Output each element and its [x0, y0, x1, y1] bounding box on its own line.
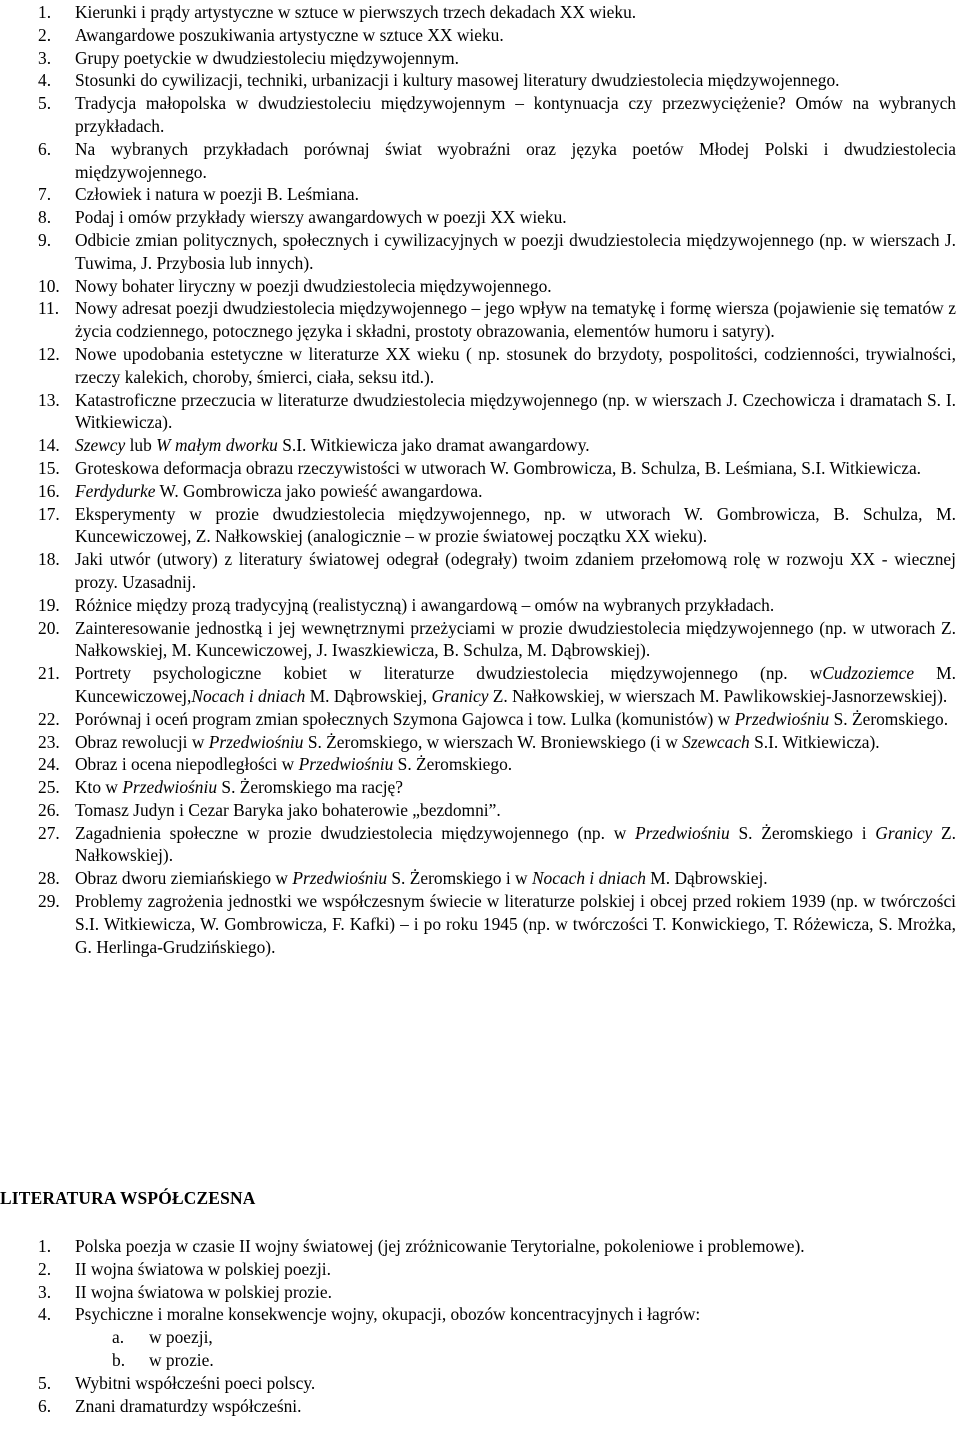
item-number: 3. [38, 1281, 52, 1302]
list-item [0, 1281, 960, 1304]
list-item [0, 275, 960, 298]
item-number: 24. [38, 754, 60, 775]
item-number: 15. [38, 457, 60, 478]
item-number: 22. [38, 708, 60, 729]
text-run: S. Żeromskiego ma rację? [217, 777, 403, 798]
list-item [0, 92, 960, 138]
item-number: 12. [38, 343, 60, 364]
item-text [75, 823, 956, 866]
work-title: Szewcach [682, 731, 750, 752]
list-item [0, 1395, 960, 1418]
item-number: a. [112, 1327, 125, 1348]
list-item [0, 47, 960, 70]
item-text [75, 777, 403, 797]
work-title: Przedwiośniu [292, 868, 388, 889]
item-number: 29. [38, 891, 60, 912]
list-item [0, 1258, 960, 1281]
list-item [0, 799, 960, 822]
item-text: Grupy poetyckie w dwudziestoleciu międzywojennym. [75, 47, 459, 68]
list-item [0, 1, 960, 24]
list-item [0, 1303, 960, 1326]
item-text: Kierunki i prądy artystyczne w sztuce w pierwszych trzech dekadach XX wieku. [75, 2, 637, 22]
item-text: Nowe upodobania estetyczne w literaturze XX wieku ( np. stosunek do brzydoty, pospolitości, codzienności, trywialności, rzeczy kalekich, choroby, śmierci, ciała, seksu itd.). [75, 343, 956, 387]
item-text: Na wybranych przykładach porównaj świat wyobraźni oraz języka poetów Młodej Polski i dwudziestolecia międzywojennego. [75, 138, 956, 182]
work-title: Przedwiośniu [208, 731, 304, 752]
text-run: Z. Nałkowskiej). [75, 822, 956, 866]
item-number: 13. [38, 389, 60, 410]
item-number: 25. [38, 777, 60, 798]
text-run: W. Gombrowicza jako powieść awangardowa. [155, 480, 483, 501]
item-text: Polska poezja w czasie II wojny światowej (jej zróżnicowanie Terytorialne, pokoleniowe i problemowe). [75, 1236, 805, 1256]
list-item [0, 480, 960, 503]
item-text: Tomasz Judyn i Cezar Baryka jako bohaterowie „bezdomni”. [75, 799, 501, 820]
work-title: Granicy [875, 822, 933, 843]
sub-list-item [0, 1326, 960, 1349]
list-item [0, 776, 960, 799]
list-item [0, 343, 960, 389]
item-number: 21. [38, 663, 60, 684]
work-title: Przedwiośniu [298, 754, 394, 775]
list-item [0, 229, 960, 275]
item-number: 11. [38, 298, 60, 319]
list-item [0, 24, 960, 47]
text-run: S. Żeromskiego i w [387, 868, 532, 889]
item-text: w prozie. [149, 1349, 214, 1370]
item-text [75, 663, 956, 706]
list-item [0, 867, 960, 890]
text-run: Obraz i ocena niepodległości w [75, 754, 299, 775]
item-text: Znani dramaturdzy współcześni. [75, 1395, 302, 1416]
item-number: 18. [38, 549, 60, 570]
text-run: Obraz rewolucji w [75, 731, 209, 752]
item-text: Eksperymenty w prozie dwudziestolecia międzywojennego, np. w utworach W. Gombrowicza, B. Schulza, M. Kuncewiczowej, Z. Nałkowskiej (analogicznie – w prozie światowej początku XX wieku). [75, 503, 956, 547]
item-number: 1. [38, 1236, 52, 1256]
list-item [0, 206, 960, 229]
text-run: S. Żeromskiego. [393, 754, 513, 775]
item-text: Groteskowa deformacja obrazu rzeczywistości w utworach W. Gombrowicza, B. Schulza, B. Leśmiana, S.I. Witkiewicza. [75, 457, 922, 478]
item-text: Psychiczne i moralne konsekwencje wojny, okupacji, obozów koncentracyjnych i łagrów: [75, 1304, 701, 1325]
list-item [0, 617, 960, 663]
list-item [0, 1372, 960, 1395]
item-number: 19. [38, 594, 60, 615]
item-text: Jaki utwór (utwory) z literatury światowej odegrał (odegrały) twoim zdaniem przełomową rolę w rozwoju XX - wiecznej prozy. Uzasadnij. [75, 549, 956, 592]
list-item [0, 822, 960, 868]
item-text: Wybitni współcześni poeci polscy. [75, 1372, 316, 1393]
work-title: Przedwiośniu [122, 777, 218, 798]
text-run: Porównaj i oceń program zmian społecznych Szymona Gajowca i tow. Lulka (komunistów) w [75, 708, 735, 729]
item-text: II wojna światowa w polskiej prozie. [75, 1281, 332, 1302]
item-number: 20. [38, 617, 60, 638]
work-title: Granicy [431, 685, 489, 706]
item-number: 4. [38, 70, 52, 91]
text-run: Zagadnienia społeczne w prozie dwudziestolecia międzywojennego (np. w [75, 822, 636, 843]
item-text: Stosunki do cywilizacji, techniki, urbanizacji i kultury masowej literatury dwudziestolecia międzywojennego. [75, 70, 840, 91]
item-text: Katastroficzne przeczucia w literaturze dwudziestolecia międzywojennego (np. w wierszach J. Czechowicza i dramatach S. I. Witkiewicza). [75, 389, 956, 433]
item-text [75, 868, 768, 888]
item-number: 6. [38, 138, 52, 159]
item-number: 10. [38, 275, 60, 296]
text-run: Obraz dworu ziemiańskiego w [75, 868, 293, 889]
list-item [0, 662, 960, 708]
item-number: 17. [38, 503, 60, 524]
item-text: Różnice między prozą tradycyjną (realistyczną) i awangardową – omów na wybranych przykładach. [75, 594, 775, 615]
item-number: 8. [38, 207, 52, 228]
sub-list-item [0, 1349, 960, 1372]
text-run: M. Dąbrowskiej, [305, 685, 432, 706]
item-number: 2. [38, 1258, 52, 1279]
item-text: Problemy zagrożenia jednostki we współczesnym świecie w literaturze polskiej i obcej przed rokiem 1939 (np. w twórczości S.I. Witkiewicza, W. Gombrowicza, F. Kafki) – i po roku 1945 (np. w twórczości T. Konwickiego, T. Różewicza, S. Mrożka, G. Herlinga-Grudzińskiego). [75, 891, 956, 957]
item-text: Tradycja małopolska w dwudziestoleciu międzywojennym – kontynuacja czy przezwyciężenie? Omów na wybranych przykładach. [75, 93, 956, 136]
item-text: Odbicie zmian politycznych, społecznych i cywilizacyjnych w poezji dwudziestolecia międzywojennego (np. w wierszach J. Tuwima, J. Przybosia lub innych). [75, 229, 956, 273]
item-number: 26. [38, 799, 60, 820]
item-number: b. [112, 1349, 126, 1370]
item-text: w poezji, [149, 1327, 213, 1348]
list-item [0, 434, 960, 457]
list-item [0, 731, 960, 754]
work-title: Przedwiośniu [635, 822, 730, 843]
list-item [0, 753, 960, 776]
item-text: Podaj i omów przykłady wierszy awangardowych w poezji XX wieku. [75, 207, 567, 228]
item-number: 2. [38, 24, 52, 45]
item-number: 4. [38, 1304, 52, 1325]
text-run: S.I. Witkiewicza). [749, 731, 880, 752]
work-title: Ferdydurke [75, 480, 156, 501]
text-run: S. Żeromskiego. [829, 708, 949, 729]
item-number: 9. [38, 229, 52, 250]
list-item [0, 138, 960, 184]
item-number: 23. [38, 731, 60, 752]
work-title: Przedwiośniu [734, 708, 830, 729]
work-title: Cudzoziemce [822, 663, 915, 684]
item-number: 1. [38, 2, 52, 22]
item-number: 5. [38, 93, 52, 114]
item-text: Awangardowe poszukiwania artystyczne w sztuce XX wieku. [75, 24, 504, 45]
text-run: M. Dąbrowskiej. [645, 868, 768, 889]
text-run: lub [125, 435, 157, 456]
item-text: Zainteresowanie jednostką i jej wewnętrznymi przeżyciami w prozie dwudziestolecia międzywojennego (np. w utworach Z. Nałkowskiej, M. Kuncewiczowej, J. Iwaszkiewicza, B. Schulza, M. Dąbrowskiej). [75, 617, 956, 661]
item-number: 28. [38, 868, 60, 889]
item-number: 27. [38, 822, 60, 843]
work-title: Szewcy [75, 435, 126, 456]
section-heading: LITERATURA WSPÓŁCZESNA [0, 1188, 256, 1208]
item-text: Nowy adresat poezji dwudziestolecia międzywojennego – jego wpływ na tematykę i formę wiersza (pojawienie się tematów z życia codziennego, potocznego języka i składni, prostoty obrazowania, elementów humoru i satyry). [75, 298, 956, 342]
item-text [75, 481, 482, 501]
text-run: S. Żeromskiego i [729, 822, 876, 843]
text-run: M. Kuncewiczowej, [75, 663, 956, 706]
item-number: 5. [38, 1372, 52, 1393]
work-title: Nocach i dniach [531, 868, 646, 889]
work-title: W małym dworku [156, 435, 278, 456]
item-text [75, 435, 590, 455]
item-number: 3. [38, 47, 52, 68]
item-text [75, 754, 512, 774]
text-run: S. Żeromskiego, w wierszach W. Broniewskiego (i w [303, 731, 683, 752]
list-item [0, 503, 960, 549]
item-number: 6. [38, 1395, 52, 1416]
work-title: Nocach i dniach [191, 685, 306, 706]
list-item [0, 69, 960, 92]
list-item [0, 457, 960, 480]
list-item [0, 890, 960, 958]
item-number: 16. [38, 480, 60, 501]
text-run: Z. Nałkowskiej, w wierszach M. Pawlikowskiej-Jasnorzewskiej). [488, 685, 948, 706]
item-text: Człowiek i natura w poezji B. Leśmiana. [75, 184, 359, 205]
text-run: Portrety psychologiczne kobiet w literaturze dwudziestolecia międzywojennego (np. w [75, 663, 823, 684]
text-run: S.I. Witkiewicza jako dramat awangardowy. [277, 435, 590, 456]
list-item [0, 389, 960, 435]
item-text: II wojna światowa w polskiej poezji. [75, 1258, 331, 1279]
list-item [0, 297, 960, 343]
item-text: Nowy bohater liryczny w poezji dwudziestolecia międzywojennego. [75, 275, 552, 296]
topic-list-contemporary [0, 1235, 960, 1417]
list-item [0, 1235, 960, 1258]
list-item [0, 708, 960, 731]
item-text [75, 732, 880, 752]
topic-list-interwar [0, 1, 960, 958]
item-text [75, 709, 948, 729]
item-number: 14. [38, 435, 60, 456]
text-run: Kto w [75, 777, 123, 798]
item-number: 7. [38, 184, 52, 205]
list-item [0, 548, 960, 594]
list-item [0, 594, 960, 617]
list-item [0, 183, 960, 206]
